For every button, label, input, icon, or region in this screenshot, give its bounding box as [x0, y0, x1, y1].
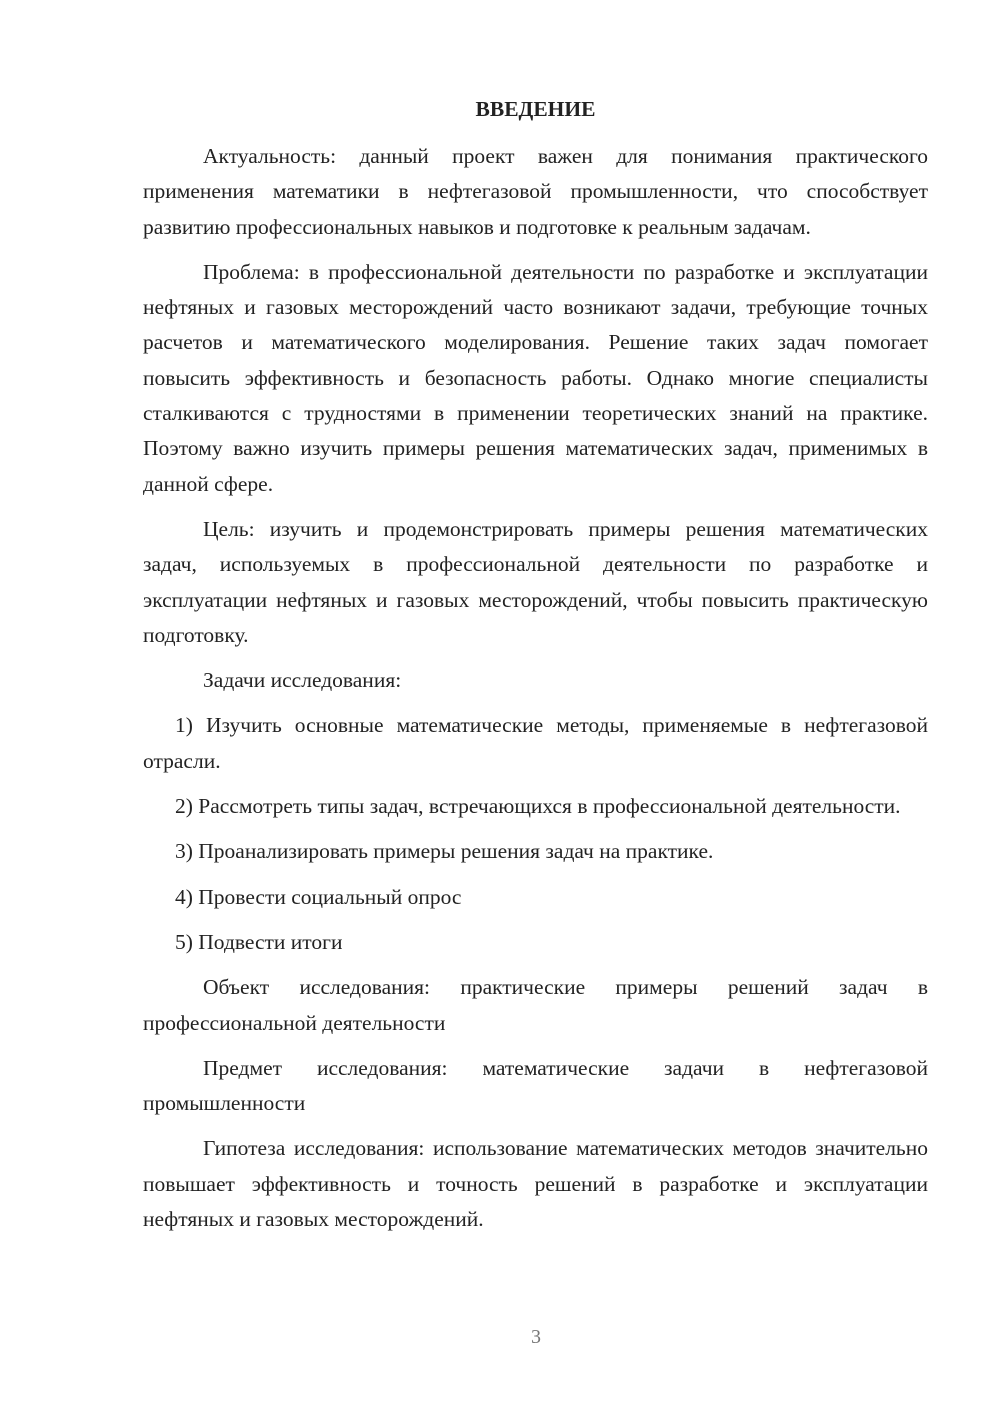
- document-title: ВВЕДЕНИЕ: [475, 97, 596, 121]
- paragraph-object: Объект исследования: практические примеры решений задач в профессиональной деятельности: [143, 975, 928, 1035]
- task-item-4: 4) Провести социальный опрос: [175, 884, 462, 909]
- task-item-5: 5) Подвести итоги: [175, 929, 343, 954]
- task-item-1: 1) Изучить основные математические методы, применяемые в нефтегазовой отрасли.: [143, 713, 928, 773]
- paragraph-subject: Предмет исследования: математические задачи в нефтегазовой промышленности: [143, 1055, 928, 1116]
- paragraph-tasks-heading: Задачи исследования:: [203, 668, 402, 693]
- paragraph-hypothesis: Гипотеза исследования: использование математических методов значительно повышает эффективность и точность решений в разработке и эксплуатации нефтяных и газовых месторождений.: [143, 1136, 928, 1232]
- task-item-3: 3) Проанализировать примеры решения задач на практике.: [175, 839, 714, 864]
- page-number: 3: [531, 1326, 541, 1348]
- task-item-2: 2) Рассмотреть типы задач, встречающихся в профессиональной деятельности.: [175, 794, 901, 819]
- paragraph-goal: Цель: изучить и продемонстрировать примеры решения математических задач, используемых в профессиональной деятельности по разработке и эксплуатации нефтяных и газовых месторождений, чтобы повысить практическую подготовку.: [143, 516, 928, 647]
- paragraph-relevance: Актуальность: данный проект важен для понимания практического применения математики в нефтегазовой промышленности, что способствует развитию профессиональных навыков и подготовке к реальным задачам.: [143, 144, 928, 239]
- paragraph-problem: Проблема: в профессиональной деятельности по разработке и эксплуатации нефтяных и газовых месторождений часто возникают задачи, требующие точных расчетов и математического моделирования. Решение таких задач помогает повысить эффективность и безопасность работы. Однако многие специалисты сталкиваются с трудностями в применении теоретических знаний на практике. Поэтому важно изучить примеры решения математических задач, применимых в данной сфере.: [143, 259, 928, 496]
- document-page: [143, 92, 928, 1247]
